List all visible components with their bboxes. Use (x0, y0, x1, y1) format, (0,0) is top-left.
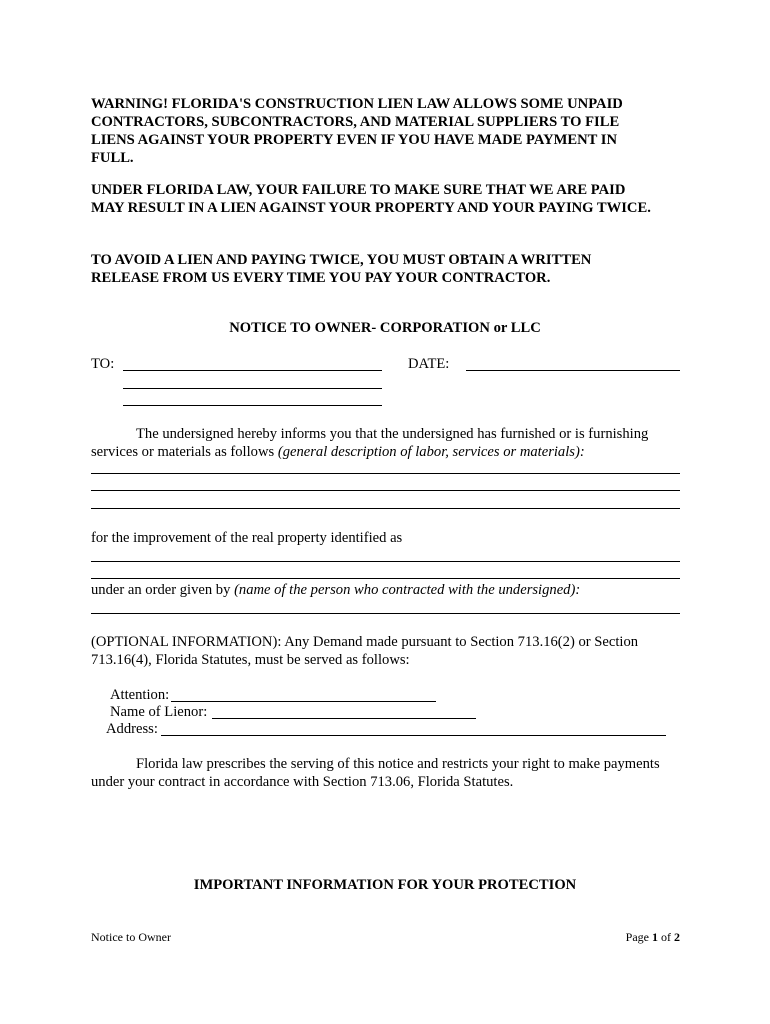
order-italic: (name of the person who contracted with the undersigned): (234, 582, 581, 598)
date-label: DATE: (408, 356, 450, 372)
services-line-1[interactable] (91, 473, 680, 474)
footer-label: Notice to Owner (91, 930, 171, 944)
form-title: NOTICE TO OWNER- CORPORATION or LLC (229, 320, 541, 336)
property-line-2[interactable] (91, 578, 680, 579)
page-word: Page (625, 930, 649, 944)
prescribes-text: Florida law prescribes the serving of this notice and restricts your right to make payments under your contract in accordance with Section 713.06, Florida Statutes. (91, 756, 660, 790)
address-line[interactable] (161, 735, 666, 736)
warning-paragraph-1: WARNING! FLORIDA'S CONSTRUCTION LIEN LAW ALLOWS SOME UNPAID CONTRACTORS, SUBCONTRACTORS, AND MATERIAL SUPPLIERS TO FILE LIENS AGAINST YOUR PROPERTY EVEN IF YOU HAVE MADE PAYMENT IN FULL. (91, 96, 623, 166)
of-word: of (661, 930, 671, 944)
attention-line[interactable] (171, 701, 436, 702)
page-total: 2 (674, 930, 680, 944)
lienor-label: Name of Lienor: (110, 704, 208, 720)
to-label: TO: (91, 356, 115, 372)
improvement-text: for the improvement of the real property identified as (91, 530, 403, 546)
page-current: 1 (652, 930, 658, 944)
furnished-italic: (general description of labor, services or materials): (277, 444, 585, 460)
services-line-3[interactable] (91, 508, 680, 509)
warning-paragraph-3: TO AVOID A LIEN AND PAYING TWICE, YOU MUST OBTAIN A WRITTEN RELEASE FROM US EVERY TIME YOU PAY YOUR CONTRACTOR. (91, 252, 592, 286)
lienor-line[interactable] (212, 718, 476, 719)
date-line[interactable] (466, 370, 680, 371)
furnished-text: The undersigned hereby informs you that the undersigned has furnished or is furnishing services or materials as follows (91, 426, 649, 460)
prescribes-paragraph (91, 755, 681, 791)
property-line-1[interactable] (91, 561, 680, 562)
address-label: Address: (106, 721, 158, 737)
important-title: IMPORTANT INFORMATION FOR YOUR PROTECTION (193, 877, 577, 893)
to-line-2[interactable] (123, 388, 382, 389)
order-text: under an order given by (91, 582, 231, 598)
services-line-2[interactable] (91, 490, 680, 491)
page-number (626, 930, 680, 945)
optional-paragraph: (OPTIONAL INFORMATION): Any Demand made pursuant to Section 713.16(2) or Section 713.16(4), Florida Statutes, must be served as follows: (91, 634, 639, 668)
order-paragraph (91, 581, 580, 599)
order-line[interactable] (91, 613, 680, 614)
to-line-3[interactable] (123, 405, 382, 406)
furnished-paragraph (91, 425, 681, 461)
warning-paragraph-2: UNDER FLORIDA LAW, YOUR FAILURE TO MAKE SURE THAT WE ARE PAID MAY RESULT IN A LIEN AGAINST YOUR PROPERTY AND YOUR PAYING TWICE. (91, 182, 651, 216)
attention-label: Attention: (110, 687, 170, 703)
to-line-1[interactable] (123, 370, 382, 371)
